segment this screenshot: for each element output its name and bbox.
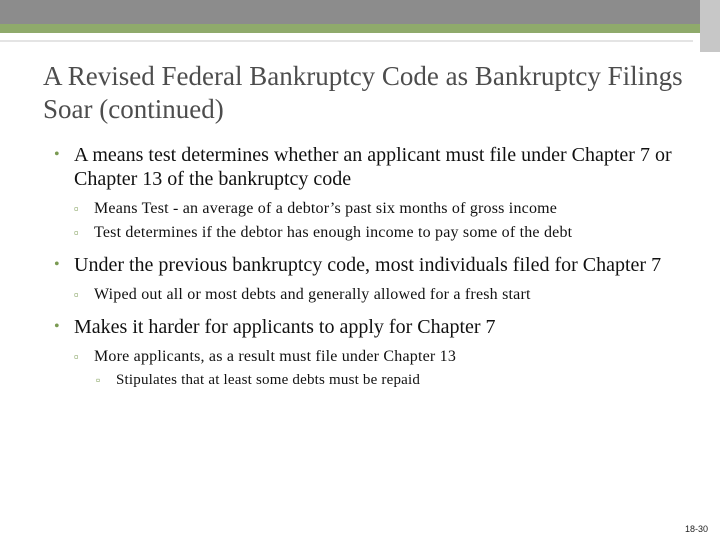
- square-bullet-icon: ▫: [74, 287, 79, 302]
- square-bullet-icon: ▫: [74, 201, 79, 216]
- bullet-dot-icon: •: [54, 256, 60, 273]
- bullet-1-text: A means test determines whether an applicant must file under Chapter 7 or Chapter 13 of the bankruptcy code: [74, 144, 672, 190]
- slide-content: [52, 143, 692, 391]
- sub-bullet-3-1: [74, 345, 692, 368]
- sub-bullet-1-2-text: Test determines if the debtor has enough income to pay some of the debt: [94, 224, 573, 241]
- slide-number: 18-30: [684, 524, 708, 534]
- sub-bullet-2-1-text: Wiped out all or most debts and generally allowed for a fresh start: [94, 286, 531, 303]
- square-bullet-icon: ▫: [74, 225, 79, 240]
- divider-line: [0, 40, 693, 42]
- sub-sub-bullet-3-1-1-text: Stipulates that at least some debts must be repaid: [116, 372, 421, 388]
- bullet-dot-icon: •: [54, 318, 60, 335]
- square-bullet-icon: ▫: [96, 373, 101, 387]
- bullet-2-text: Under the previous bankruptcy code, most individuals filed for Chapter 7: [74, 254, 662, 276]
- bullet-3: [52, 315, 692, 339]
- top-right-block: [700, 0, 720, 52]
- bullet-2: [52, 253, 692, 277]
- square-bullet-icon: ▫: [74, 349, 79, 364]
- sub-sub-bullet-3-1-1: [96, 369, 692, 391]
- sub-bullet-1-2: [74, 221, 692, 244]
- bullet-3-text: Makes it harder for applicants to apply for Chapter 7: [74, 316, 496, 338]
- sub-bullet-2-1: [74, 283, 692, 306]
- sub-bullet-1-1: [74, 197, 692, 220]
- top-banner: [0, 0, 720, 24]
- top-green-bar: [0, 24, 700, 33]
- slide-title: A Revised Federal Bankruptcy Code as Bankruptcy Filings Soar (continued): [43, 61, 683, 124]
- sub-bullet-3-1-text: More applicants, as a result must file under Chapter 13: [94, 348, 457, 365]
- sub-bullet-1-1-text: Means Test - an average of a debtor’s past six months of gross income: [94, 200, 558, 217]
- bullet-dot-icon: •: [54, 146, 60, 163]
- bullet-1: [52, 143, 692, 191]
- top-gray-bar: [0, 0, 720, 24]
